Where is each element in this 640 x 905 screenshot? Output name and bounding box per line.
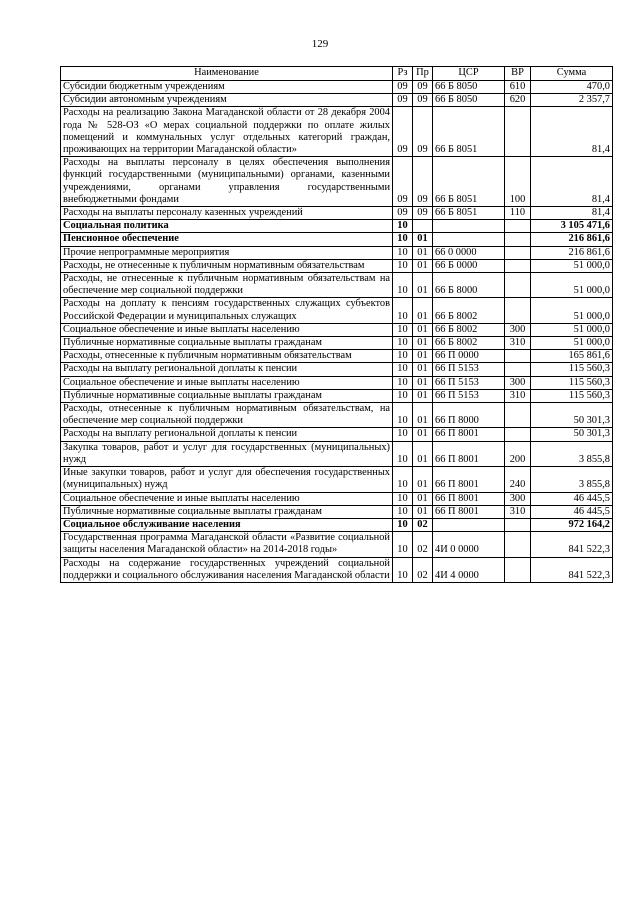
- table-row: [61, 505, 613, 518]
- row-csr-cell: 66 П 5153: [433, 363, 505, 376]
- table-row: [61, 441, 613, 466]
- table-row: [61, 518, 613, 531]
- row-vr-cell: 610: [505, 81, 531, 94]
- row-rz-cell: 10: [393, 389, 413, 402]
- row-csr-cell: 66 П 8001: [433, 428, 505, 441]
- row-pr-cell: 01: [413, 259, 433, 272]
- row-name-cell: Социальное обеспечение и иные выплаты населению: [61, 323, 393, 336]
- row-csr-cell: 66 Б 8002: [433, 298, 505, 323]
- row-name-cell: Публичные нормативные социальные выплаты гражданам: [61, 505, 393, 518]
- table-row: [61, 107, 613, 157]
- page-number: 129: [311, 38, 329, 50]
- row-name-cell: Расходы, не отнесенные к публичным нормативным обязательствам на обеспечение мер социальной поддержки: [61, 273, 393, 298]
- row-rz-cell: 10: [393, 220, 413, 233]
- row-rz-cell: 10: [393, 518, 413, 531]
- row-rz-cell: 10: [393, 273, 413, 298]
- row-sum-cell: 51 000,0: [531, 273, 613, 298]
- row-csr-cell: 66 Б 8050: [433, 94, 505, 107]
- row-pr-cell: 02: [413, 532, 433, 557]
- row-sum-cell: 470,0: [531, 81, 613, 94]
- row-sum-cell: 50 301,3: [531, 428, 613, 441]
- row-rz-cell: 10: [393, 376, 413, 389]
- row-vr-cell: 310: [505, 337, 531, 350]
- row-sum-cell: 81,4: [531, 107, 613, 157]
- row-csr-cell: 66 П 8000: [433, 403, 505, 428]
- row-vr-cell: [505, 298, 531, 323]
- table-row: [61, 376, 613, 389]
- row-pr-cell: 01: [413, 246, 433, 259]
- row-name-cell: Государственная программа Магаданской области «Развитие социальной защиты населения Магаданской области» на 2014-2018 годы»: [61, 532, 393, 557]
- row-rz-cell: 09: [393, 207, 413, 220]
- row-name-cell: Публичные нормативные социальные выплаты гражданам: [61, 389, 393, 402]
- row-csr-cell: 66 Б 8000: [433, 273, 505, 298]
- row-vr-cell: 310: [505, 505, 531, 518]
- table-row: [61, 492, 613, 505]
- row-name-cell: Субсидии автономным учреждениям: [61, 94, 393, 107]
- table-row: [61, 259, 613, 272]
- row-sum-cell: 50 301,3: [531, 403, 613, 428]
- row-vr-cell: [505, 403, 531, 428]
- row-rz-cell: 10: [393, 492, 413, 505]
- row-name-cell: Расходы на доплату к пенсиям государственных служащих субъектов Российской Федерации и муниципальных служащих: [61, 298, 393, 323]
- row-vr-cell: [505, 532, 531, 557]
- table-row: [61, 337, 613, 350]
- row-vr-cell: 310: [505, 389, 531, 402]
- row-csr-cell: 66 Б 8051: [433, 107, 505, 157]
- row-csr-cell: 66 П 0000: [433, 350, 505, 363]
- row-sum-cell: 972 164,2: [531, 518, 613, 531]
- table-row: [61, 389, 613, 402]
- row-pr-cell: 01: [413, 403, 433, 428]
- row-name-cell: Расходы, отнесенные к публичным нормативным обязательствам: [61, 350, 393, 363]
- row-name-cell: Расходы на содержание государственных учреждений социальной поддержки и социального обслуживания населения Магаданской области: [61, 557, 393, 582]
- row-rz-cell: 10: [393, 428, 413, 441]
- row-vr-cell: [505, 107, 531, 157]
- row-name-cell: Расходы на выплату региональной доплаты к пенсии: [61, 363, 393, 376]
- row-rz-cell: 10: [393, 323, 413, 336]
- row-sum-cell: 51 000,0: [531, 259, 613, 272]
- row-rz-cell: 10: [393, 246, 413, 259]
- row-name-cell: Расходы на выплату региональной доплаты к пенсии: [61, 428, 393, 441]
- table-row: [61, 532, 613, 557]
- row-csr-cell: 66 Б 8051: [433, 157, 505, 207]
- row-sum-cell: 3 105 471,6: [531, 220, 613, 233]
- row-vr-cell: 110: [505, 207, 531, 220]
- row-csr-cell: 66 П 8001: [433, 467, 505, 492]
- row-sum-cell: 46 445,5: [531, 505, 613, 518]
- row-name-cell: Социальное обеспечение и иные выплаты населению: [61, 492, 393, 505]
- row-vr-cell: 200: [505, 441, 531, 466]
- row-csr-cell: 66 Б 8051: [433, 207, 505, 220]
- row-pr-cell: 02: [413, 518, 433, 531]
- table-row: [61, 350, 613, 363]
- row-vr-cell: [505, 363, 531, 376]
- row-rz-cell: 09: [393, 107, 413, 157]
- row-rz-cell: 10: [393, 467, 413, 492]
- row-pr-cell: 09: [413, 94, 433, 107]
- row-pr-cell: 09: [413, 157, 433, 207]
- table-row: [61, 557, 613, 582]
- row-rz-cell: 10: [393, 337, 413, 350]
- row-pr-cell: 09: [413, 207, 433, 220]
- row-rz-cell: 10: [393, 259, 413, 272]
- row-vr-cell: [505, 233, 531, 246]
- row-sum-cell: 115 560,3: [531, 389, 613, 402]
- row-name-cell: Расходы на реализацию Закона Магаданской области от 28 декабря 2004 года № 528-ОЗ «О мерах социальной поддержки по оплате жилых помещений и коммунальных услуг отдельных категорий граждан, проживающих на территории Магаданской области»: [61, 107, 393, 157]
- row-name-cell: Социальное обеспечение и иные выплаты населению: [61, 376, 393, 389]
- row-rz-cell: 10: [393, 233, 413, 246]
- table-row: [61, 246, 613, 259]
- table-row: [61, 363, 613, 376]
- row-vr-cell: 240: [505, 467, 531, 492]
- row-sum-cell: 216 861,6: [531, 246, 613, 259]
- row-vr-cell: [505, 220, 531, 233]
- row-csr-cell: 66 П 8001: [433, 441, 505, 466]
- row-rz-cell: 10: [393, 505, 413, 518]
- row-csr-cell: 66 Б 8002: [433, 337, 505, 350]
- row-sum-cell: 51 000,0: [531, 323, 613, 336]
- row-name-cell: Пенсионное обеспечение: [61, 233, 393, 246]
- row-name-cell: Социальное обслуживание населения: [61, 518, 393, 531]
- header-name: Наименование: [61, 67, 393, 81]
- row-pr-cell: 01: [413, 337, 433, 350]
- row-sum-cell: 3 855,8: [531, 441, 613, 466]
- row-pr-cell: [413, 220, 433, 233]
- header-sum: Сумма: [531, 67, 613, 81]
- row-sum-cell: 216 861,6: [531, 233, 613, 246]
- row-vr-cell: [505, 518, 531, 531]
- row-csr-cell: 4И 4 0000: [433, 557, 505, 582]
- row-pr-cell: 01: [413, 389, 433, 402]
- row-sum-cell: 51 000,0: [531, 337, 613, 350]
- row-csr-cell: 66 П 5153: [433, 376, 505, 389]
- row-vr-cell: [505, 273, 531, 298]
- row-csr-cell: 66 Б 8050: [433, 81, 505, 94]
- row-name-cell: Расходы на выплаты персоналу в целях обеспечения выполнения функций государственными (муниципальными) органами, казенными учреждениями, органами управления государственными внебюджетными фондами: [61, 157, 393, 207]
- row-rz-cell: 09: [393, 157, 413, 207]
- table-row: [61, 428, 613, 441]
- row-vr-cell: 300: [505, 376, 531, 389]
- row-rz-cell: 09: [393, 94, 413, 107]
- row-pr-cell: 01: [413, 350, 433, 363]
- row-pr-cell: 01: [413, 273, 433, 298]
- row-sum-cell: 81,4: [531, 157, 613, 207]
- row-rz-cell: 10: [393, 441, 413, 466]
- row-sum-cell: 165 861,6: [531, 350, 613, 363]
- row-pr-cell: 01: [413, 298, 433, 323]
- budget-table: [60, 66, 613, 583]
- row-sum-cell: 2 357,7: [531, 94, 613, 107]
- row-csr-cell: 66 П 8001: [433, 505, 505, 518]
- header-vr: ВР: [505, 67, 531, 81]
- row-vr-cell: 300: [505, 323, 531, 336]
- row-pr-cell: 01: [413, 505, 433, 518]
- row-rz-cell: 10: [393, 298, 413, 323]
- row-csr-cell: 66 0 0000: [433, 246, 505, 259]
- row-rz-cell: 10: [393, 557, 413, 582]
- row-name-cell: Закупка товаров, работ и услуг для государственных (муниципальных) нужд: [61, 441, 393, 466]
- row-csr-cell: 66 П 5153: [433, 389, 505, 402]
- row-pr-cell: 01: [413, 428, 433, 441]
- row-vr-cell: [505, 428, 531, 441]
- row-rz-cell: 10: [393, 363, 413, 376]
- row-csr-cell: [433, 518, 505, 531]
- row-vr-cell: [505, 246, 531, 259]
- table-row: [61, 81, 613, 94]
- row-name-cell: Публичные нормативные социальные выплаты гражданам: [61, 337, 393, 350]
- header-csr: ЦСР: [433, 67, 505, 81]
- row-csr-cell: [433, 220, 505, 233]
- row-name-cell: Расходы на выплаты персоналу казенных учреждений: [61, 207, 393, 220]
- row-rz-cell: 10: [393, 532, 413, 557]
- table-row: [61, 298, 613, 323]
- table-row: [61, 403, 613, 428]
- row-sum-cell: 841 522,3: [531, 532, 613, 557]
- table-row: [61, 94, 613, 107]
- row-rz-cell: 09: [393, 81, 413, 94]
- row-sum-cell: 115 560,3: [531, 376, 613, 389]
- table-row: [61, 467, 613, 492]
- table-row: [61, 233, 613, 246]
- row-name-cell: Прочие непрограммные мероприятия: [61, 246, 393, 259]
- row-csr-cell: 66 Б 0000: [433, 259, 505, 272]
- row-name-cell: Социальная политика: [61, 220, 393, 233]
- row-pr-cell: 01: [413, 323, 433, 336]
- row-pr-cell: 01: [413, 363, 433, 376]
- row-sum-cell: 115 560,3: [531, 363, 613, 376]
- row-sum-cell: 841 522,3: [531, 557, 613, 582]
- row-vr-cell: [505, 557, 531, 582]
- row-vr-cell: 100: [505, 157, 531, 207]
- table-row: [61, 207, 613, 220]
- row-pr-cell: 09: [413, 107, 433, 157]
- row-pr-cell: 01: [413, 441, 433, 466]
- row-sum-cell: 81,4: [531, 207, 613, 220]
- row-vr-cell: 300: [505, 492, 531, 505]
- row-sum-cell: 51 000,0: [531, 298, 613, 323]
- table-row: [61, 220, 613, 233]
- row-vr-cell: [505, 350, 531, 363]
- row-csr-cell: [433, 233, 505, 246]
- row-csr-cell: 66 П 8001: [433, 492, 505, 505]
- row-pr-cell: 02: [413, 557, 433, 582]
- row-pr-cell: 01: [413, 233, 433, 246]
- row-rz-cell: 10: [393, 403, 413, 428]
- row-vr-cell: 620: [505, 94, 531, 107]
- row-pr-cell: 01: [413, 492, 433, 505]
- header-pr: Пр: [413, 67, 433, 81]
- row-sum-cell: 3 855,8: [531, 467, 613, 492]
- table-header-row: [61, 67, 613, 81]
- header-rz: Рз: [393, 67, 413, 81]
- row-name-cell: Субсидии бюджетным учреждениям: [61, 81, 393, 94]
- row-vr-cell: [505, 259, 531, 272]
- row-pr-cell: 01: [413, 467, 433, 492]
- row-name-cell: Расходы, не отнесенные к публичным нормативным обязательствам: [61, 259, 393, 272]
- row-name-cell: Иные закупки товаров, работ и услуг для обеспечения государственных (муниципальных) нужд: [61, 467, 393, 492]
- row-csr-cell: 4И 0 0000: [433, 532, 505, 557]
- row-rz-cell: 10: [393, 350, 413, 363]
- row-pr-cell: 01: [413, 376, 433, 389]
- table-row: [61, 273, 613, 298]
- row-sum-cell: 46 445,5: [531, 492, 613, 505]
- row-pr-cell: 09: [413, 81, 433, 94]
- row-name-cell: Расходы, отнесенные к публичным нормативным обязательствам, на обеспечение мер социальной поддержки: [61, 403, 393, 428]
- table-row: [61, 157, 613, 207]
- row-csr-cell: 66 Б 8002: [433, 323, 505, 336]
- table-row: [61, 323, 613, 336]
